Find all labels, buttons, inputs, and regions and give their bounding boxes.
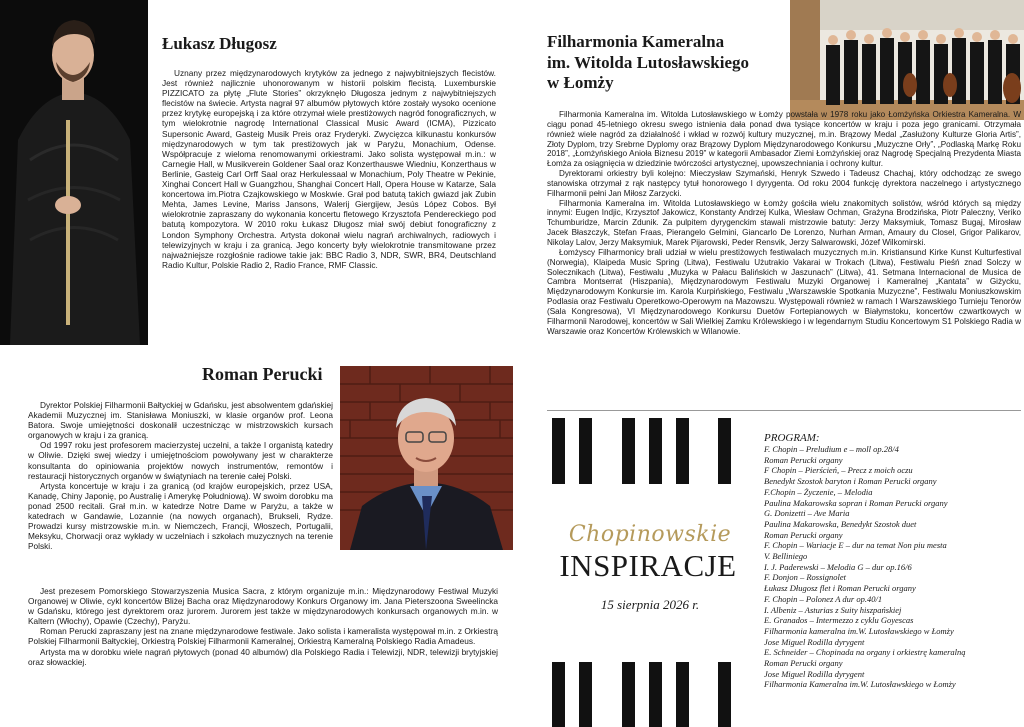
program-line: F.Chopin – Życzenie, – Melodia <box>764 486 873 497</box>
orchestra-text <box>547 110 1021 336</box>
piano-key <box>622 418 635 484</box>
orchestra-paragraph: Filharmonia Kameralna im. Witolda Lutosławskiego w Łomży powstała w 1978 roku jako Łomżyńska Orkiestra Kameralna. W ciągu ponad 45-letniego okresu swego istnienia dała ponad dwa tysiące koncertów w kraju i poza jego granicami. Otrzymała również wiele nagród za działalność i wkład w rozwój kultury muzycznej, m.in. Brązowy Medal „Zasłużony Kulturze Gloria Artis”, Złoty Dyplom, trzy Srebrne Dyplomy oraz Brązowy Dyplom Międzynarodowego Konkursu „Muzyczne Orły”, „Podlaską Markę Roku 2018”, „Łomżyńskiego Anioła Biznesu 2019” w kategorii Ambasador Ziemi Łomżyńskiej oraz Nagrodę Specjalną Prezydenta Miasta Łomża za osiągnięcia w dziedzinie twórczości artystycznej, upowszechniania i ochrony kultur. <box>547 110 1021 169</box>
program-line: I. J. Paderewski – Melodia G – dur op.16/6 <box>764 561 912 572</box>
orchestra-paragraph: Filharmonia Kameralna im. Witolda Lutosławskiego w Łomży gościła wielu znakomitych solistów, wśród których są między innymi: Eugen Indjic, Krzysztof Jakowicz, Konstanty Andrzej Kulka, Wiesław Ochman, Grażyna Brodzińska, Piotr Paleczny, Veriko Tchumburidze, Marcin Zdunik. Za pulpitem dyrygenckim stawali mistrzowie batuty: Jerzy Maksymiuk, Tomasz Bugaj, Mirosław Jacek Błaszczyk, Stefan Fraas, Pierangelo Gelmini, Giancarlo De Lorenzo, Nurhan Arman, Amaury du Closel, Grigor Palikarov, Nikolay Lalov, Jerzy Maksymiuk, Marek Pijarowski, Peder Rensvik, Jerzy Salwarowski, Józef Wilkomirski. <box>547 198 1021 247</box>
program-line: Benedykt Szostok baryton i Roman Perucki organy <box>764 476 937 487</box>
dlugosz-name: Łukasz Długosz <box>162 34 277 53</box>
perucki-bio-paragraph: Artysta koncertuje w kraju i za granicą (od krajów europejskich, przez USA, Kanadę, Chiny Japonię, po Australię i Amerykę Południową). W swoim dorobku ma ponad 2500 recitali. Grał m.in. w katedrze Notre Dame w Paryżu, a także w katedrach w Gandawie, Lozannie (na nowych organach), Brukseli, Rydze. Prowadzi kursy mistrzowskie m.in. w Niemczech, Francji, Włoszech, Portugalii, Meksyku, Chorwacji oraz wykłady w uczelniach i szkołach muzycznych na terenie Polski. <box>28 480 333 552</box>
perucki-bio-bottom <box>28 586 498 667</box>
program-line: Jose Miguel Rodilla dyrygent <box>764 636 865 647</box>
program-line: F. Donjon – Rossignolet <box>764 572 847 583</box>
orchestra-paragraph: Łomżyscy Filharmonicy brali udział w wielu prestiżowych festiwalach muzycznych m.in. Kristiansund Kirke Kunst Kulturfestival (Norwegia), Klaipeda Music Spring (Litwa), Festiwalu Użutrakio Vakarai w Trokach (Litwa), Festiwalu Pieśń znad Solczy w Solecznikach (Litwa), Festiwalu „Muzyka w Pałacu Balińskich w Jaszunach” (Litwa), 41. Setmana Internacional de Musica de Cambra Montserrat (Hiszpania), Międzynarodowym Festiwalu Muzyki Organowej i Kameralnej „Kantata” w Giżycku, Międzynarodowym Konkursie im. Karola Kurpińskiego, Festiwalu „Warszawskie Spotkania Muzyczne”, Festiwalu Moniuszkowskim Podlasia oraz Festiwalu Operetkowo-Operowym na Mazowszu. Występowali również w ramach I Warszawskiego Turnieju Tenorów (Sala Kongresowa), VI Międzynarodowego Konkursu Duetów Fortepianowych w Białymstoku, koncertów czwartkowych w Filharmonii Narodowej, koncertów w Sali Wielkiej Zamku Królewskiego i w legendarnym Studiu Koncertowym S1 Polskiego Radia w Warszawie oraz Koncertów Królewskich w Wilanowie. <box>547 247 1021 336</box>
concert-script-title: Chopinowskie <box>568 522 732 547</box>
orchestra-title-line: w Łomży <box>547 73 614 92</box>
piano-keys-top <box>550 418 740 484</box>
program-line: E. Schneider – Chopinada na organy i orkiestrę kameralną <box>764 647 966 658</box>
perucki-bio-paragraph: Artysta ma w dorobku wiele nagrań płytowych (ponad 40 albumów) dla Polskiego Radia i Telewizji, NDR, telewizji brytyjskiej oraz słowackiej. <box>28 646 498 667</box>
program-line: Filharmonia Kameralna im.W. Lutosławskiego w Łomży <box>764 679 956 690</box>
program-heading: PROGRAM: <box>764 432 820 444</box>
orchestra-paragraph: Dyrektorami orkiestry byli kolejno: Mieczysław Szymański, Henryk Szwedo i Tadeusz Chachaj, który odchodząc ze swego stanowiska otrzymał z rąk następcy tytuł honorowego I dyrygenta. Od roku 2004 funkcję dyrektora naczelnego i artystycznego Filharmonii pełni Jan Miłosz Zarzycki. <box>547 169 1021 198</box>
program-line: F. Chopin – Wariacje E – dur na temat Non piu mesta <box>764 540 947 551</box>
piano-key <box>579 418 592 484</box>
program-line: Roman Perucki organy <box>764 658 843 669</box>
perucki-name: Roman Perucki <box>202 364 323 384</box>
program-line: V. Belliniego <box>764 551 808 562</box>
piano-key <box>718 418 731 484</box>
dlugosz-photo <box>0 0 148 345</box>
program-line: Filharmonia kameralna im.W. Lutosławskiego w Łomży <box>764 625 954 636</box>
program-line: I. Albeniz – Asturias z Suity hiszpańskiej <box>764 604 902 615</box>
piano-key <box>676 418 689 484</box>
program-line: F Chopin – Pierścień, – Precz z moich oczu <box>764 465 913 476</box>
orchestra-title-line: im. Witolda Lutosławskiego <box>547 52 749 72</box>
piano-key <box>718 662 731 727</box>
program-line: Roman Perucki organy <box>764 454 843 465</box>
program-line: Jose Miguel Rodilla dyrygent <box>764 668 865 679</box>
perucki-bio-paragraph: Od 1997 roku jest profesorem macierzystej uczelni, a także I organistą katedry w Oliwie. Dzięki swej wiedzy i umiejętnościom powoływany jest w charakterze konsultanta do opiniowania projektów nowych instrumentów, remontów i restauracji historycznych organów w świątyniach na terenie całej Polski. <box>28 440 333 481</box>
concert-date: 15 sierpnia 2026 r. <box>600 597 700 612</box>
program-list <box>764 432 1022 690</box>
dlugosz-bio <box>162 68 496 270</box>
right-page <box>520 0 1024 727</box>
perucki-bio-paragraph: Jest prezesem Pomorskiego Stowarzyszenia Musica Sacra, z którym organizuje m.in.: Międzynarodowy Festiwal Muzyki Organowej w Oliwie, cykl koncertów Bliżej Bacha oraz Międzynarodowy Konkurs Organowy im. Jana Pieterszoona Sweelincka w Gdańsku, którego jest dyrektorem oraz jurorem. Jurorem jest także w międzynarodowych konkursach organowych m.in. w Kaltern (Włochy), Opawie (Czechy), Paryżu. <box>28 586 498 627</box>
piano-key <box>676 662 689 727</box>
program-line: Paulina Makarowska sopran i Roman Perucki organy <box>764 497 948 508</box>
orchestra-photo <box>790 0 1024 120</box>
orchestra-title <box>547 32 787 94</box>
program-line: Paulina Makarowska, Benedykt Szostok duet <box>764 518 917 529</box>
program-line: Łukasz Długosz flet i Roman Perucki organy <box>764 583 916 594</box>
perucki-bio-top <box>28 400 333 551</box>
program-line: Roman Perucki organy <box>764 529 843 540</box>
concert-title: INSPIRACJE <box>559 548 737 583</box>
perucki-bio-paragraph: Dyrektor Polskiej Filharmonii Bałtyckiej w Gdańsku, jest absolwentem gdańskiej Akademii Muzycznej im. Stanisława Moniuszki, w klasie organów prof. Leona Batora. Swoje umiejętności doskonalił uczestnicząc w mistrzowskich kursach organowych w kraju i za granicą. <box>28 400 333 441</box>
piano-key <box>552 418 565 484</box>
program-line: F. Chopin – Polonez A dur op.40/1 <box>764 593 883 604</box>
piano-key <box>649 662 662 727</box>
piano-key <box>622 662 635 727</box>
piano-key <box>649 418 662 484</box>
piano-key <box>552 662 565 727</box>
piano-key <box>579 662 592 727</box>
program-line: G. Donizetti – Ave Maria <box>764 508 850 519</box>
program-line: E. Granados – Intermezzo z cyklu Goyescas <box>764 615 914 626</box>
piano-keys-bottom <box>550 662 740 727</box>
perucki-bio-paragraph: Roman Perucki zapraszany jest na znane międzynarodowe festiwale. Jako solista i kameralista występował m.in. z Orkiestrą Polskiej Filharmonii Bałtyckiej, Orkiestrą Polskiej Filharmonii Kameralnej, Orkiestrą Kameralną Polskiego Radia Amadeus. <box>28 626 498 647</box>
dlugosz-bio-paragraph: Uznany przez międzynarodowych krytyków za jednego z najwybitniejszych flecistów. Jest również najlicznie uhonorowanym w historii polskim flecistą. Luxemburskie PIZZICATO za płytę „Flute Stories” okrzyknęło Długosza jednym z najwybitniejszych flecistów na świecie. Artysta nagrał 97 albumów płytowych które zostały wysoko ocenione przez krytykę europejską i za które otrzymał wiele prestiżowych nagród fonograficznych, w tym wielokrotnie nagrodę International Classical Music Award (ICMA), Pizzicato Supersonic Award, Gasteig Musik Preis oraz Fryderyki. Zwycięzca kilkunastu konkursów międzynarodowych w tym tak prestiżowych jak w Paryżu, Monachium, Odense. Współpracuje z wieloma renomowanymi orkiestrami. Jako solista występował m.in.: w Carnegie Hall, w Musikverein Goldener Saal oraz Konzerthauswe Wiedniu, Konzerthaus w Berlinie, Gasteig Carl Orff Saal oraz Herkulessaal w Monachium, Poly Theatre w Pekinie, Xinghai Concert Hall w Guangzhou, Shanghai Concert Hall, Opera House w Katarze, Sala koncertowa im.Piotra Czajkowskiego w Moskwie. Grał pod batutą takich gwiazd jak Zubin Mehta, James Levine, Mariss Jansons, Walerij Giergijew, Jesús López Cobos. Był wielokrotnie zapraszany do wykonania koncertu fletowego Krzysztofa Pendereckiego pod batutą kompozytora. W 2010 roku Łukasz Długosz miał swój debiut fonograficzny z London Symphony Orchestra. Artysta dokonał wielu nagrań archiwalnych, radiowych i telewizyjnych w kraju i za granicą. Jego koncerty były wielokrotnie transmitowane przez najważniejsze rozgłośnie radiowe takie jak: BBC Radio 3, NDR, SWR, BR4, Deutschland Radio Kultur, Polskie Radio 2, Radio France, RMF Classic. <box>162 68 496 270</box>
orchestra-title-line: Filharmonia Kameralna <box>547 32 725 51</box>
perucki-photo <box>340 366 513 550</box>
program-line: F. Chopin – Preludium e – moll op.28/4 <box>764 444 899 454</box>
section-divider <box>547 410 1021 411</box>
